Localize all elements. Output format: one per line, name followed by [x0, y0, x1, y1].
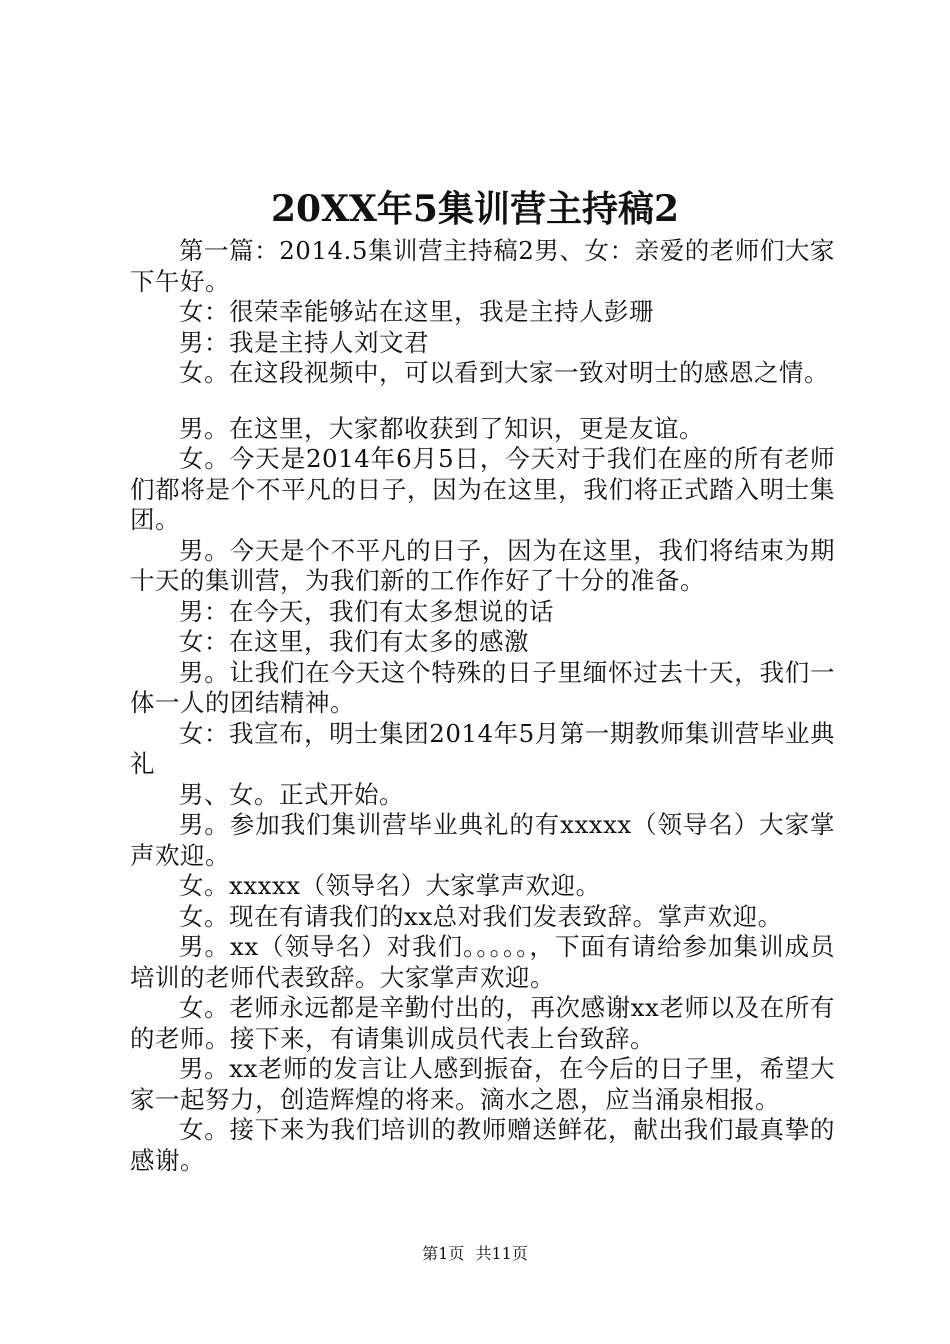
paragraph: 男：在今天，我们有太多想说的话: [179, 596, 554, 626]
paragraph: 男。今天是个不平凡的日子，因为在这里，我们将结束为期十天的集训营，为我们新的工作作好了十分的准备。: [130, 535, 835, 595]
paragraph: 女。今天是2014年6月5日，今天对于我们在座的所有老师们都将是个不平凡的日子，因为在这里，我们将正式踏入明士集团。: [130, 444, 835, 534]
paragraph: 女：我宣布，明士集团2014年5月第一期教师集训营毕业典礼: [130, 718, 835, 778]
paragraph: 女。xxxxx（领导名）大家掌声欢迎。: [179, 871, 601, 900]
paragraph: 男。在这里，大家都收获到了知识，更是友谊。: [179, 413, 704, 443]
page-footer: [0, 1243, 950, 1265]
paragraph: 男：我是主持人刘文君: [179, 327, 429, 357]
paragraph: 男。参加我们集训营毕业典礼的有xxxxx（领导名）大家掌声欢迎。: [130, 810, 835, 870]
page-number: 第1页: [422, 1244, 465, 1263]
paragraph: 女。老师永远都是辛勤付出的，再次感谢xx老师以及在所有的老师。接下来，有请集训成员代表上台致辞。: [130, 993, 835, 1053]
paragraph: 第一篇：2014.5集训营主持稿2男、女：亲爱的老师们大家下午好。: [130, 236, 835, 296]
document-body: [130, 236, 835, 1176]
paragraph: 女。在这段视频中，可以看到大家一致对明士的感恩之情。: [179, 358, 829, 387]
paragraph: 男。xx（领导名）对我们。。。。。，下面有请给参加集训成员培训的老师代表致辞。大家掌声欢迎。: [130, 932, 835, 992]
page-total: 共11页: [475, 1244, 528, 1263]
paragraph: 男。让我们在今天这个特殊的日子里缅怀过去十天，我们一体一人的团结精神。: [130, 657, 835, 717]
paragraph: 女。接下来为我们培训的教师赠送鲜花，献出我们最真挚的感谢。: [130, 1115, 835, 1175]
paragraph: 男。xx老师的发言让人感到振奋，在今后的日子里，希望大家一起努力，创造辉煌的将来。滴水之恩，应当涌泉相报。: [130, 1054, 835, 1114]
paragraph: 女：很荣幸能够站在这里，我是主持人彭珊: [179, 297, 654, 326]
paragraph: 男、女。正式开始。: [179, 779, 404, 809]
paragraph: 女。现在有请我们的xx总对我们发表致辞。掌声欢迎。: [179, 901, 783, 931]
paragraph: 女：在这里，我们有太多的感激: [179, 627, 529, 656]
document-title: 20XX年5集训营主持稿2: [270, 188, 680, 230]
